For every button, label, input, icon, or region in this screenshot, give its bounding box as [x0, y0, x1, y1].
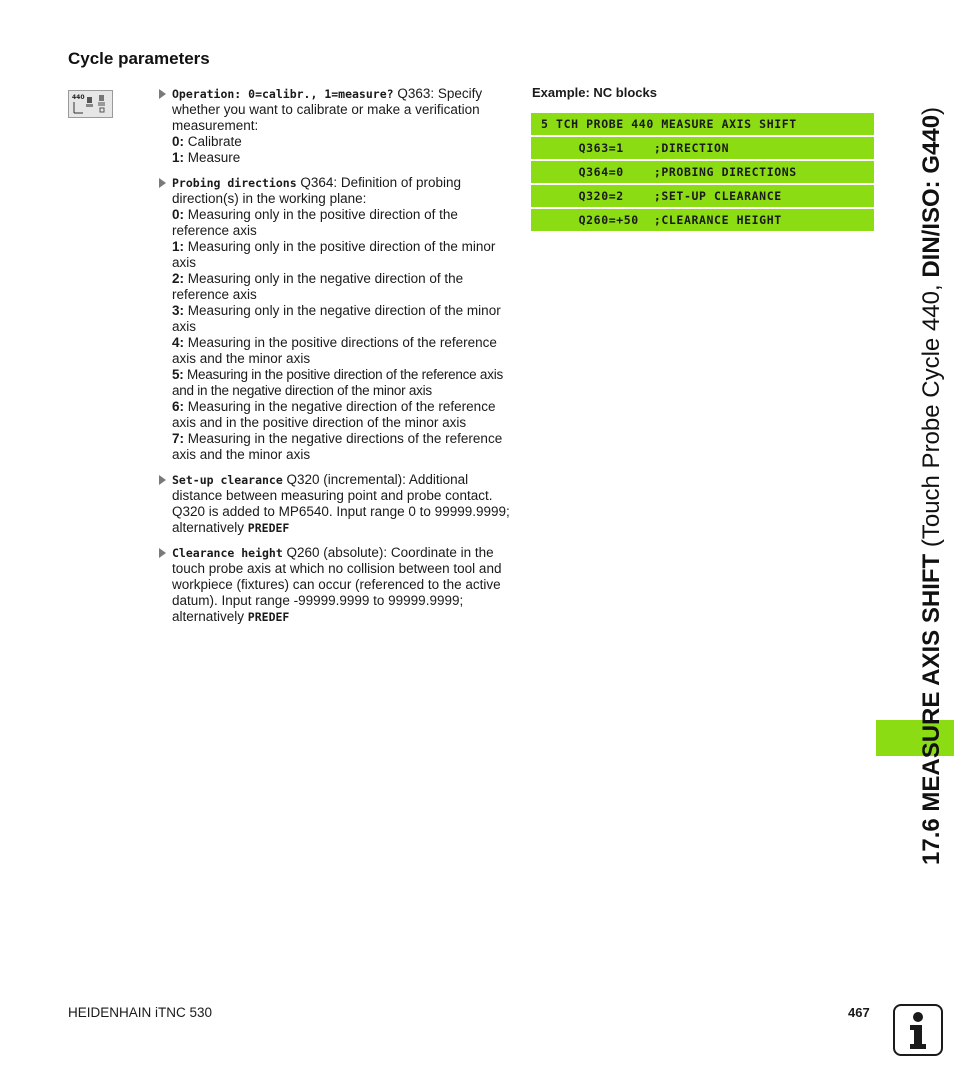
section-heading: Cycle parameters [68, 49, 210, 68]
nc-block-line: Q320=2 ;SET-UP CLEARANCE [531, 185, 874, 207]
option-line: 0: Calibrate [172, 134, 242, 149]
predef-keyword: PREDEF [247, 521, 290, 535]
bullet-triangle-icon [159, 475, 166, 485]
nc-block-line: 5 TCH PROBE 440 MEASURE AXIS SHIFT [531, 113, 874, 135]
param-name: Set-up clearance [172, 473, 283, 487]
parameter-list [158, 86, 514, 634]
param-desc: Q364: Definition of probing direction(s) in the working plane: [172, 175, 461, 206]
option-line: 6: Measuring in the negative direction of the reference axis and in the positive direction of the minor axis [172, 399, 496, 430]
param-name: Clearance height [172, 546, 283, 560]
nc-block-line: Q260=+50 ;CLEARANCE HEIGHT [531, 209, 874, 231]
cycle-icon-label: 440 [72, 94, 85, 101]
bullet-triangle-icon [159, 89, 166, 99]
param-desc: Q260 (absolute): Coordinate in the touch probe axis at which no collision between tool and workpiece (fixtures) can occur (referenced to the active datum). Input range -99999.9999 to 99999.9999; alternatively [172, 545, 502, 624]
option-line: 4: Measuring in the positive directions of the reference axis and the minor axis [172, 335, 497, 366]
param-q363 [158, 86, 514, 166]
param-name: Probing directions [172, 176, 297, 190]
option-line: 2: Measuring only in the negative direction of the reference axis [172, 271, 464, 302]
option-line: 0: Measuring only in the positive direction of the reference axis [172, 207, 458, 238]
example-title: Example: NC blocks [532, 85, 657, 100]
info-icon[interactable] [893, 1004, 943, 1056]
bullet-triangle-icon [159, 548, 166, 558]
option-line: 1: Measuring only in the positive direction of the minor axis [172, 239, 496, 270]
param-name: Operation: 0=calibr., 1=measure? [172, 87, 394, 101]
cycle-440-icon [68, 90, 113, 118]
nc-block-line: Q363=1 ;DIRECTION [531, 137, 874, 159]
param-q260 [158, 545, 514, 625]
page-number: 467 [848, 1005, 870, 1020]
option-line: 1: Measure [172, 150, 241, 165]
predef-keyword: PREDEF [247, 610, 290, 624]
option-line: 7: Measuring in the negative directions of the reference axis and the minor axis [172, 431, 503, 462]
option-line: 5: Measuring in the positive direction of the reference axis and in the negative direction of the minor axis [172, 367, 503, 398]
param-desc: Q363: Specify whether you want to calibrate or make a verification measurement: [172, 86, 483, 133]
param-q320 [158, 472, 514, 536]
bullet-triangle-icon [159, 178, 166, 188]
nc-block-line: Q364=0 ;PROBING DIRECTIONS [531, 161, 874, 183]
chapter-side-title: 17.6 MEASURE AXIS SHIFT (Touch Probe Cycle 440, DIN/ISO: G440) [918, 106, 945, 865]
param-q364 [158, 175, 514, 463]
footer-product: HEIDENHAIN iTNC 530 [68, 1005, 213, 1020]
param-desc: Q320 (incremental): Additional distance between measuring point and probe contact. Q320 is added to MP6540. Input range 0 to 99999.9999; alternatively [172, 472, 510, 535]
option-line: 3: Measuring only in the negative direction of the minor axis [172, 303, 501, 334]
